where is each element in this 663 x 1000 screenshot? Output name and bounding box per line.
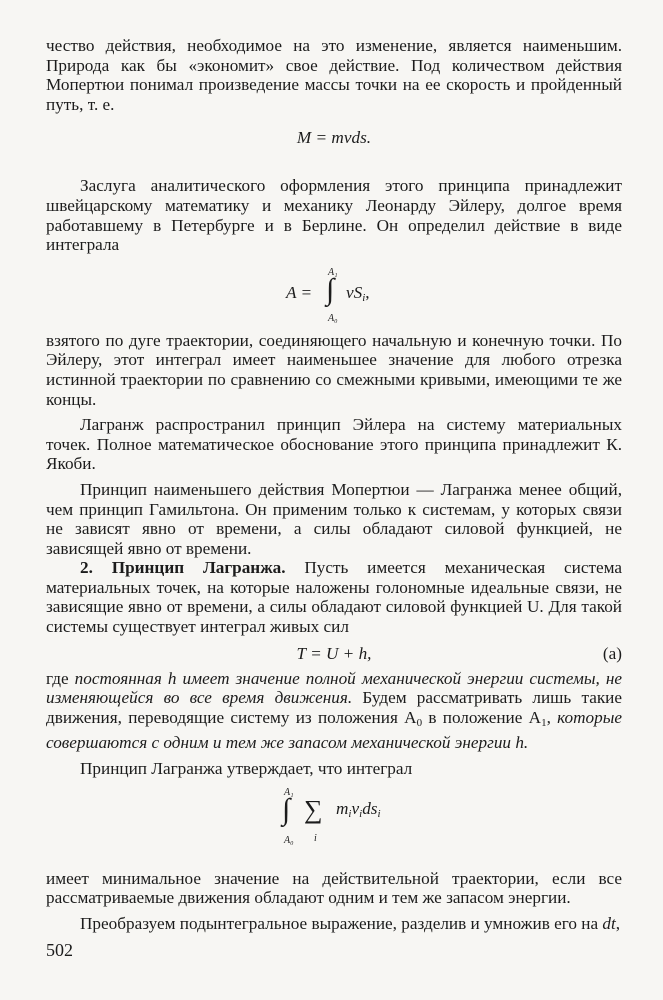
formula-lagrange-sum-index: i bbox=[314, 832, 317, 844]
integral-sign-icon: ∫ bbox=[282, 792, 291, 826]
paragraph-4: Лагранж распространил принцип Эйлера на систему материальных точек. Полное математическое обоснование этого принципа принадлежит К. Якоби. bbox=[46, 415, 622, 474]
integral-sign-icon: ∫ bbox=[326, 272, 335, 306]
section-heading: 2. Принцип Лагранжа. bbox=[80, 558, 286, 578]
formula-lagrange-lower-limit: A₀ bbox=[284, 834, 294, 846]
paragraph-7: где постоянная h имеет значение полной механической энергии системы, не изменяющейся во все время движения. Будем рассматривать лишь такие движения, переводящие систему из положения $A_0$ в положение $A_1$, которые совершаются с одним и тем же запасом механической энергии h. bbox=[46, 668, 623, 753]
formula-lagrange-upper-limit: A₁ bbox=[284, 786, 294, 798]
formula-energy-integral: T = U + h, (a) bbox=[46, 639, 622, 669]
paragraph-6: 2. Принцип Лагранжа. Пусть имеется механическая система материальных точек, на которые наложены голономные идеальные связи, не зависящие явно от времени, а силы обладают силовой функцией U. Для такой системы существует интеграл живых сил bbox=[46, 558, 622, 637]
paragraph-2: Заслуга аналитического оформления этого принципа принадлежит швейцарскому математику и механику Леонарду Эйлеру, долгое время работавшему в Петербурге и в Берлине. Он определил действие в виде интеграла bbox=[46, 176, 622, 255]
paragraph-1: чество действия, необходимое на это изменение, является наименьшим. Природа как бы «экономит» свое действие. Под количеством действия Мопертюи понимал произведение массы точки на ее скорость и пройденный путь, т. е. bbox=[46, 36, 622, 114]
formula-euler-integrand: $vS_i$, bbox=[346, 282, 370, 304]
formula-euler-lhs: A = bbox=[286, 282, 313, 302]
paragraph-10: Преобразуем подынтегральное выражение, разделив и умножив его на dt, bbox=[80, 913, 621, 933]
sum-sign-icon: ∑ bbox=[304, 794, 323, 824]
formula-lagrange-integral bbox=[46, 779, 622, 851]
paragraph-9: имеет минимальное значение на действительной траектории, если все рассматриваемые движения обладают одним и тем же запасом энергии. bbox=[46, 868, 622, 908]
formula-action-maupertuis: M = mvds. bbox=[296, 128, 372, 148]
formula-euler-lower-limit: A₀ bbox=[328, 312, 338, 324]
paragraph-3: взятого по дуге траектории, соединяющего начальную и конечную точки. По Эйлеру, этот интеграл имеет наименьшее значение для любого отрезка истинной траектории по сравнению со смежными кривыми, имеющими те же концы. bbox=[46, 330, 622, 409]
formula-euler-upper-limit: A₁ bbox=[328, 266, 338, 278]
page-body bbox=[46, 36, 622, 933]
formula-lagrange-integrand: $m_iv_ids_i$ bbox=[336, 798, 381, 820]
paragraph-5: Принцип наименьшего действия Мопертюи — Лагранжа менее общий, чем принцип Гамильтона. Он применим только к системам, у которых связи не зависят явно от времени, а силы обладают силовой функцией, не зависящей явно от времени. bbox=[46, 479, 622, 558]
page-number: 502 bbox=[46, 940, 73, 960]
paragraph-8: Принцип Лагранжа утверждает, что интеграл bbox=[80, 759, 413, 779]
equation-tag: (a) bbox=[602, 643, 622, 663]
formula-euler-integral bbox=[46, 255, 622, 325]
